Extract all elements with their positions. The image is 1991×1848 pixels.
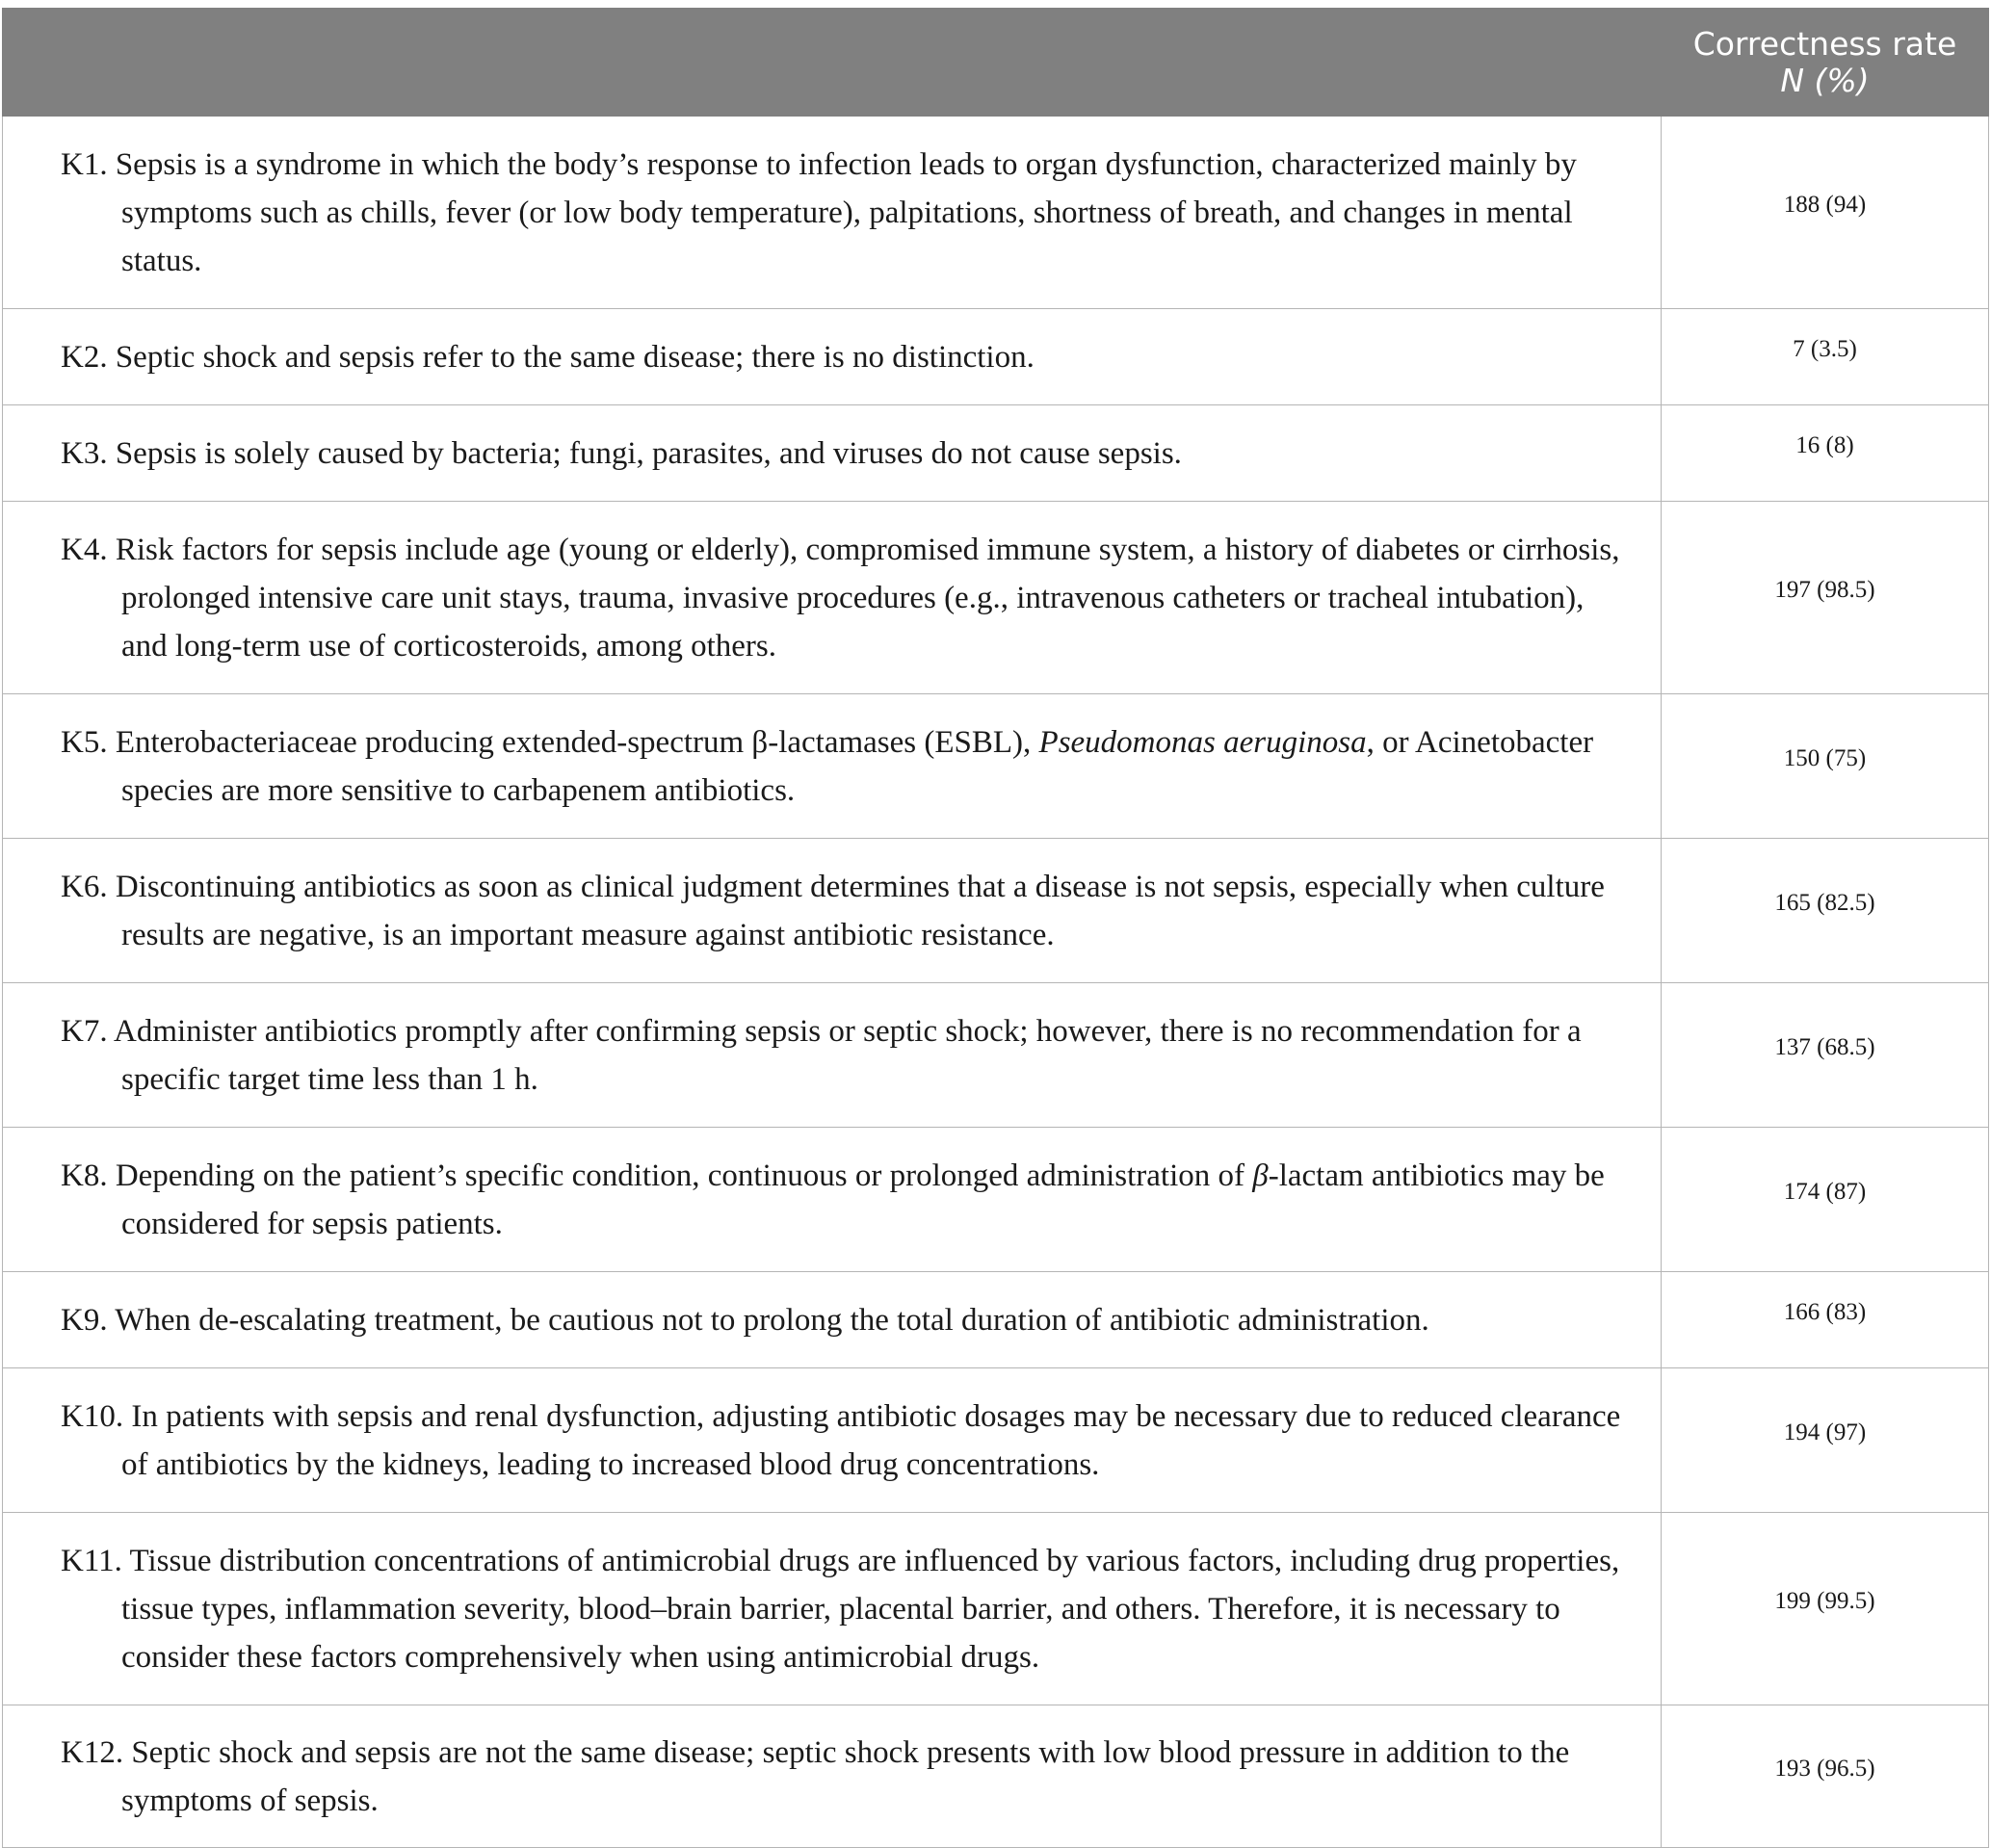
- item-value: 174 (87): [1662, 1128, 1989, 1272]
- item-text: K8. Depending on the patient’s specific condition, continuous or prolonged administration of β-lactam antibiotics may be considered for sepsis patients.: [3, 1128, 1662, 1272]
- item-text: K2. Septic shock and sepsis refer to the same disease; there is no distinction.: [3, 309, 1662, 405]
- header-correctness-rate: [1662, 9, 1989, 117]
- item-text: K7. Administer antibiotics promptly after confirming sepsis or septic shock; however, there is no recommendation for a specific target time less than 1 h.: [3, 983, 1662, 1128]
- item-text: K5. Enterobacteriaceae producing extended-spectrum β-lactamases (ESBL), Pseudomonas aeruginosa, or Acinetobacter species are more sensitive to carbapenem antibiotics.: [3, 694, 1662, 839]
- item-value: 194 (97): [1662, 1368, 1989, 1513]
- table-row: [3, 1272, 1989, 1368]
- item-value: 199 (99.5): [1662, 1513, 1989, 1705]
- item-text: K1. Sepsis is a syndrome in which the body’s response to infection leads to organ dysfunction, characterized mainly by symptoms such as chills, fever (or low body temperature), palpitations, shortness of breath, and changes in mental status.: [3, 117, 1662, 309]
- item-value: 150 (75): [1662, 694, 1989, 839]
- item-text: K11. Tissue distribution concentrations of antimicrobial drugs are influenced by various factors, including drug properties, tissue types, inflammation severity, blood–brain barrier, placental barrier, and others. Therefore, it is necessary to consider these factors comprehensively when using antimicrobial drugs.: [3, 1513, 1662, 1705]
- item-text: K12. Septic shock and sepsis are not the same disease; septic shock presents with low blood pressure in addition to the symptoms of sepsis.: [3, 1705, 1662, 1848]
- item-value: 137 (68.5): [1662, 983, 1989, 1128]
- item-value: 16 (8): [1662, 405, 1989, 502]
- item-value: 193 (96.5): [1662, 1705, 1989, 1848]
- item-text: K4. Risk factors for sepsis include age (young or elderly), compromised immune system, a history of diabetes or cirrhosis, prolonged intensive care unit stays, trauma, invasive procedures (e.g., intravenous catheters or tracheal intubation), and long-term use of corticosteroids, among others.: [3, 502, 1662, 694]
- item-text: K10. In patients with sepsis and renal dysfunction, adjusting antibiotic dosages may be necessary due to reduced clearance of antibiotics by the kidneys, leading to increased blood drug concentrations.: [3, 1368, 1662, 1513]
- species-name: Pseudomonas aeruginosa: [1038, 724, 1367, 760]
- item-value: 166 (83): [1662, 1272, 1989, 1368]
- table-row: [3, 1368, 1989, 1513]
- item-value: 197 (98.5): [1662, 502, 1989, 694]
- table-row: [3, 1513, 1989, 1705]
- table-row: [3, 502, 1989, 694]
- item-text: K6. Discontinuing antibiotics as soon as clinical judgment determines that a disease is not sepsis, especially when culture results are negative, is an important measure against antibiotic resistance.: [3, 839, 1662, 983]
- table-row: [3, 1705, 1989, 1848]
- item-value: 7 (3.5): [1662, 309, 1989, 405]
- knowledge-table: [2, 8, 1989, 1848]
- table-header-row: [3, 9, 1989, 117]
- item-value: 165 (82.5): [1662, 839, 1989, 983]
- table-row: [3, 694, 1989, 839]
- table-row: [3, 983, 1989, 1128]
- header-value-unit: N (%): [1780, 61, 1870, 99]
- table-row: [3, 117, 1989, 309]
- table-row: [3, 839, 1989, 983]
- table-row: [3, 309, 1989, 405]
- beta-symbol: β: [1252, 1158, 1269, 1193]
- table-row: [3, 405, 1989, 502]
- item-value: 188 (94): [1662, 117, 1989, 309]
- item-text: K9. When de-escalating treatment, be cautious not to prolong the total duration of antibiotic administration.: [3, 1272, 1662, 1368]
- table-row: [3, 1128, 1989, 1272]
- item-text: K3. Sepsis is solely caused by bacteria; fungi, parasites, and viruses do not cause sepsis.: [3, 405, 1662, 502]
- header-value-title: Correctness rate: [1692, 24, 1957, 63]
- header-item: [3, 9, 1662, 117]
